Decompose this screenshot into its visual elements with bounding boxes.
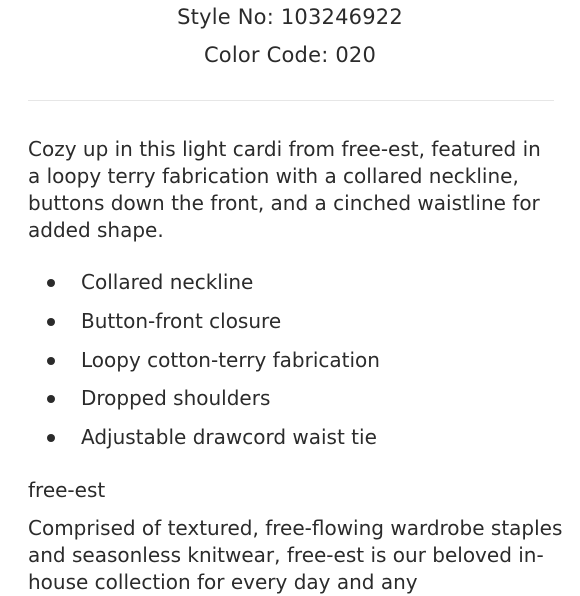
feature-text: Loopy cotton-terry fabrication (81, 347, 380, 372)
feature-item (0, 381, 580, 420)
brand-description: Comprised of textured, free-flowing wardrobe staples and seasonless knitwear, free-est is our beloved in-house collection for every day and any (28, 516, 563, 594)
bullet-icon (47, 318, 55, 326)
feature-item (0, 420, 580, 459)
bullet-icon (47, 279, 55, 287)
style-number: Style No: 103246922 (177, 5, 403, 29)
section-divider (28, 100, 554, 101)
brand-name: free-est (28, 478, 106, 502)
product-description: Cozy up in this light cardi from free-est, featured in a loopy terry fabrication with a collared neckline, buttons down the front, and a cinched waistline for added shape. (28, 137, 541, 242)
feature-item (0, 304, 580, 343)
feature-item (0, 343, 580, 382)
feature-text: Dropped shoulders (81, 386, 271, 411)
feature-text: Button-front closure (81, 308, 282, 333)
bullet-icon (47, 357, 55, 365)
color-code: Color Code: 020 (203, 43, 377, 67)
feature-text: Collared neckline (81, 270, 254, 294)
bullet-icon (47, 434, 55, 442)
feature-text: Adjustable drawcord waist tie (81, 425, 377, 450)
feature-item (0, 265, 580, 304)
feature-list (0, 265, 580, 459)
bullet-icon (47, 395, 55, 403)
